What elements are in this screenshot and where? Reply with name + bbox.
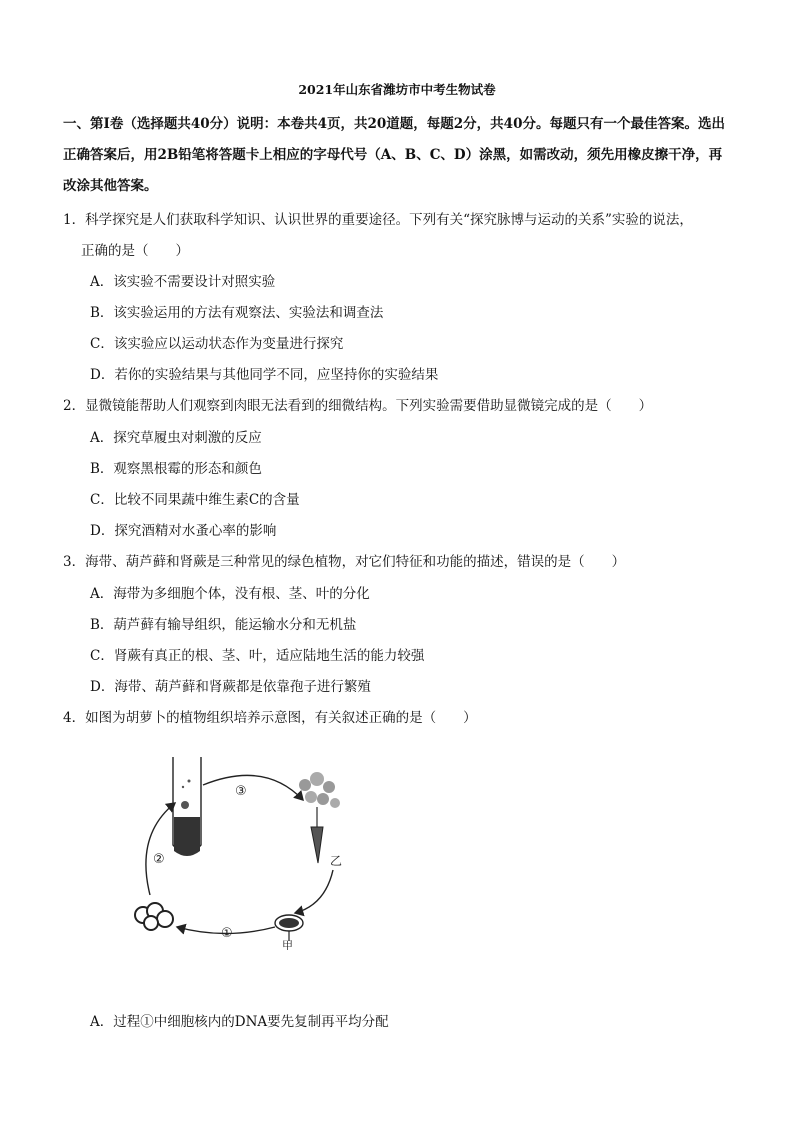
question-1-option-b: B．该实验运用的方法有观察法、实验法和调查法 [90,305,384,321]
question-3-stem: 3．海带、葫芦藓和肾蕨是三种常见的绿色植物，对它们特征和功能的描述，错误的是（ ） [63,554,626,570]
page-title: 2021年山东省潍坊市中考生物试卷 [298,82,496,97]
section-instructions: 一、第Ⅰ卷（选择题共40分）说明：本卷共4页，共20道题，每题2分，共40分。每题只有一个最佳答案。选出正确答案后，用2B铅笔将答题卡上相应的字母代号（A、B、C、D）涂黑，如需改动，须先用橡皮擦干净，再改涂其他答案。 [63,116,725,194]
label-3: ③ [235,784,247,799]
tissue-culture-diagram [125,755,385,950]
question-1-option-c: C．该实验应以运动状态作为变量进行探究 [90,336,344,352]
question-2-option-b: B．观察黑根霉的形态和颜色 [90,461,262,477]
arrow-3 [203,775,303,800]
question-3-option-c: C．肾蕨有真正的根、茎、叶，适应陆地生活的能力较强 [90,648,425,664]
question-4-stem: 4．如图为胡萝卜的植物组织培养示意图，有关叙述正确的是（ ） [63,710,477,726]
question-2-option-a: A．探究草履虫对刺激的反应 [90,430,262,446]
question-1-option-a: A．该实验不需要设计对照实验 [90,274,276,290]
cell-cluster-icon [135,903,173,930]
question-1-stem-cont: 正确的是（ ） [81,243,189,259]
label-jia: 甲 [282,939,293,950]
question-2-option-d: D．探究酒精对水蚤心率的影响 [90,523,277,539]
label-yi: 乙 [330,854,343,868]
question-3-option-d: D．海带、葫芦藓和肾蕨都是依靠孢子进行繁殖 [90,679,371,695]
petri-dish-icon [275,915,303,941]
question-2-option-c: C．比较不同果蔬中维生素C的含量 [90,492,300,508]
question-3-option-a: A．海带为多细胞个体，没有根、茎、叶的分化 [90,586,370,602]
carrot-plant-icon [299,772,340,863]
test-tube-icon [173,757,201,856]
label-1: ① [221,926,233,941]
arrow-2 [146,803,175,895]
question-4-option-a: A．过程①中细胞核内的DNA要先复制再平均分配 [90,1014,389,1030]
question-1-stem: 1．科学探究是人们获取科学知识、认识世界的重要途径。下列有关“探究脉博与运动的关系”实验的说法， [63,212,693,228]
question-2-stem: 2．显微镜能帮助人们观察到肉眼无法看到的细微结构。下列实验需要借助显微镜完成的是（ ） [63,398,653,414]
question-1-option-d: D．若你的实验结果与其他同学不同，应坚持你的实验结果 [90,367,439,383]
question-3-option-b: B．葫芦藓有输导组织，能运输水分和无机盐 [90,617,357,633]
label-2: ② [153,852,165,867]
arrow-to-jia [295,870,333,913]
